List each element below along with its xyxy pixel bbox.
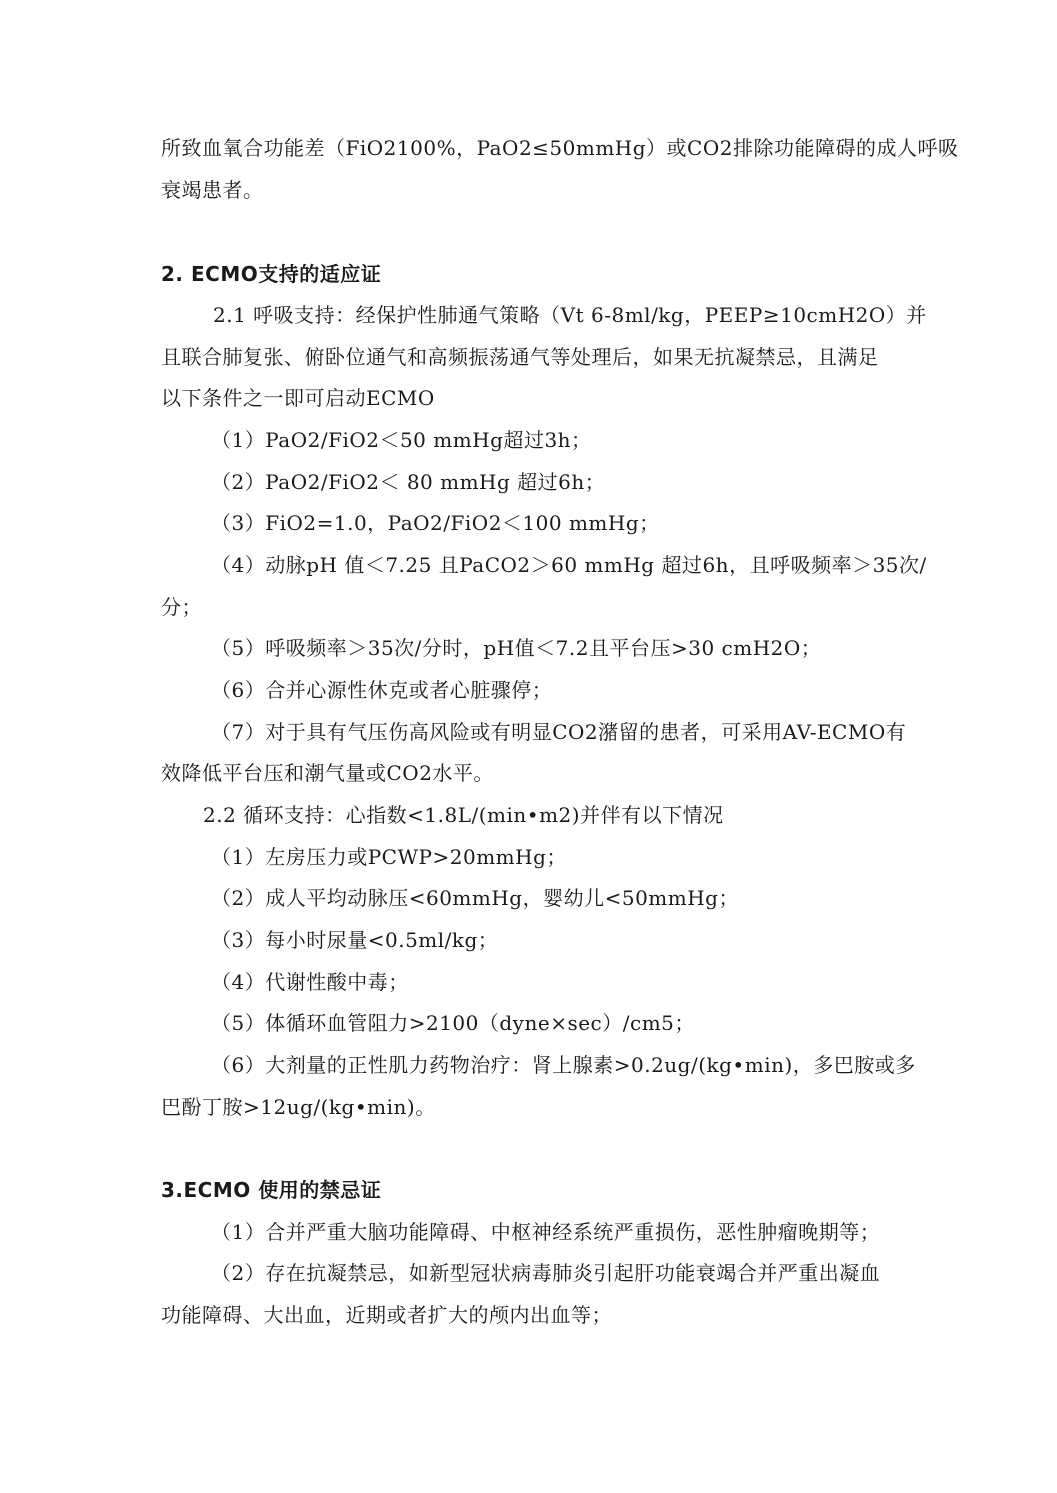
criteria-item-continuation: 效降低平台压和潮气量或CO2水平。 (161, 761, 494, 785)
section-2-1-line-2: 且联合肺复张、俯卧位通气和高频振荡通气等处理后，如果无抗凝禁忌，且满足 (161, 345, 879, 369)
contraindication-item: （2）存在抗凝禁忌，如新型冠状病毒肺炎引起肝功能衰竭合并严重出凝血 (211, 1261, 881, 1285)
circulation-item: （4）代谢性酸中毒； (211, 970, 409, 994)
criteria-item: （2）PaO2/FiO2＜ 80 mmHg 超过6h； (211, 470, 606, 494)
contraindication-item: （1）合并严重大脑功能障碍、中枢神经系统严重损伤，恶性肿瘤晚期等； (211, 1220, 881, 1244)
circulation-item: （5）体循环血管阻力>2100（dyne×sec）/cm5； (211, 1011, 695, 1035)
criteria-item-continuation: 分； (161, 595, 202, 619)
criteria-item: （1）PaO2/FiO2＜50 mmHg超过3h； (211, 428, 592, 452)
section-3-heading: 3.ECMO 使用的禁忌证 (161, 1178, 382, 1202)
circulation-item: （6）大剂量的正性肌力药物治疗：肾上腺素>0.2ug/(kg•min)，多巴胺或多 (211, 1053, 916, 1077)
circulation-item: （3）每小时尿量<0.5ml/kg； (211, 928, 499, 952)
criteria-item: （4）动脉pH 值＜7.25 且PaCO2＞60 mmHg 超过6h，且呼吸频率＞35次/ (211, 553, 927, 577)
section-2-heading: 2. ECMO支持的适应证 (161, 262, 382, 286)
criteria-item: （6）合并心源性休克或者心脏骤停； (211, 678, 553, 702)
contraindication-item-continuation: 功能障碍、大出血，近期或者扩大的颅内出血等； (161, 1303, 612, 1327)
criteria-item: （7）对于具有气压伤高风险或有明显CO2潴留的患者，可采用AV-ECMO有 (211, 720, 907, 744)
circulation-item: （1）左房压力或PCWP>20mmHg； (211, 845, 567, 869)
criteria-item: （3）FiO2=1.0，PaO2/FiO2＜100 mmHg； (211, 511, 660, 535)
intro-line-1: 所致血氧合功能差（FiO2100%，PaO2≤50mmHg）或CO2排除功能障碍的成人呼吸 (161, 136, 959, 160)
section-2-2-line-1: 2.2 循环支持：心指数<1.8L/(min•m2)并伴有以下情况 (203, 803, 724, 827)
section-2-1-line-1: 2.1 呼吸支持：经保护性肺通气策略（Vt 6-8ml/kg，PEEP≥10cmH2O）并 (213, 303, 927, 327)
circulation-item: （2）成人平均动脉压<60mmHg，婴幼儿<50mmHg； (211, 886, 739, 910)
section-2-1-line-3: 以下条件之一即可启动ECMO (161, 386, 435, 410)
intro-line-2: 衰竭患者。 (161, 178, 264, 202)
criteria-item: （5）呼吸频率＞35次/分时，pH值＜7.2且平台压>30 cmH2O； (211, 636, 822, 660)
circulation-item-continuation: 巴酚丁胺>12ug/(kg•min)。 (161, 1095, 436, 1119)
